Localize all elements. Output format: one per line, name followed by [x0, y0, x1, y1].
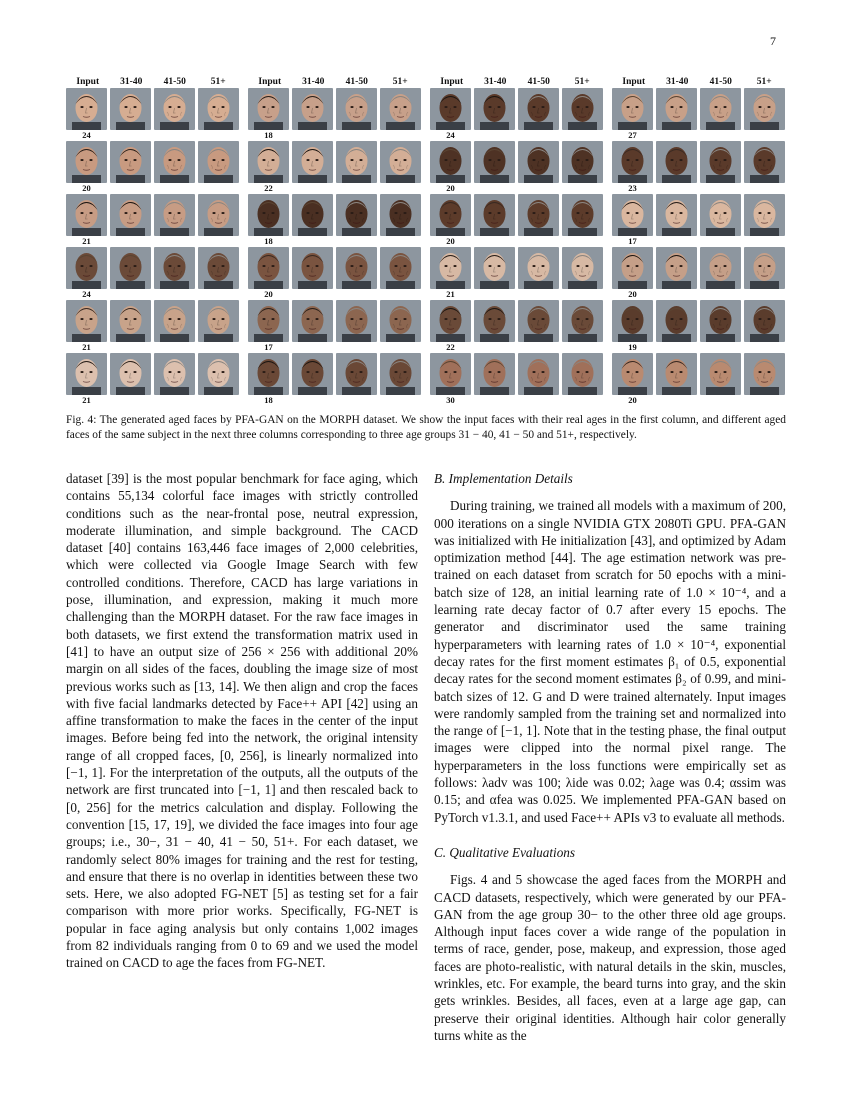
aged-face-image	[110, 141, 151, 183]
section-b-title: B. Implementation Details	[434, 471, 573, 486]
aged-face-image	[656, 300, 697, 342]
aged-face-image	[154, 353, 195, 395]
real-age-label: 24	[82, 130, 91, 140]
aged-face-image	[154, 141, 195, 183]
real-age-label: 22	[446, 342, 455, 352]
real-age-label: 18	[264, 395, 273, 405]
aged-face-image	[474, 247, 515, 289]
aged-face-image	[198, 353, 239, 395]
column-header: Input	[258, 77, 282, 87]
aged-face-image	[380, 353, 421, 395]
column-header: 51+	[210, 77, 226, 87]
real-age-label: 18	[264, 236, 273, 246]
aged-face-image	[562, 300, 603, 342]
real-age-label: 21	[82, 395, 91, 405]
aged-face-image	[562, 247, 603, 289]
aged-face-image	[336, 300, 377, 342]
input-face-image	[430, 247, 471, 289]
aged-face-image	[518, 300, 559, 342]
aged-face-image	[700, 300, 741, 342]
input-face-image	[248, 300, 289, 342]
right-column	[434, 470, 786, 1044]
input-face-image	[430, 194, 471, 236]
aged-face-image	[292, 88, 333, 130]
aged-face-image	[744, 300, 785, 342]
left-column	[66, 470, 418, 972]
input-face-image	[66, 141, 107, 183]
aged-face-image	[336, 247, 377, 289]
input-face-image	[248, 194, 289, 236]
aged-face-image	[198, 247, 239, 289]
column-header: 51+	[392, 77, 408, 87]
aged-face-image	[700, 141, 741, 183]
column-header: Input	[76, 77, 100, 87]
aged-face-image	[562, 353, 603, 395]
aged-face-image	[154, 88, 195, 130]
aged-face-image	[380, 194, 421, 236]
aged-face-image	[380, 88, 421, 130]
column-header: 31-40	[484, 77, 507, 87]
aged-face-image	[336, 88, 377, 130]
input-face-image	[66, 194, 107, 236]
aged-face-image	[700, 247, 741, 289]
aged-face-image	[198, 88, 239, 130]
aged-face-image	[154, 300, 195, 342]
aged-face-image	[700, 88, 741, 130]
aged-face-image	[292, 194, 333, 236]
aged-face-image	[518, 247, 559, 289]
figure-block	[66, 76, 240, 406]
real-age-label: 21	[446, 289, 455, 299]
aged-face-image	[518, 141, 559, 183]
figure-face-grid	[66, 76, 786, 406]
aged-face-image	[518, 194, 559, 236]
column-header: 51+	[574, 77, 590, 87]
column-header: 41-50	[345, 77, 368, 87]
aged-face-image	[474, 300, 515, 342]
aged-face-image	[198, 194, 239, 236]
aged-face-image	[656, 247, 697, 289]
input-face-image	[430, 353, 471, 395]
real-age-label: 20	[446, 236, 455, 246]
input-face-image	[430, 300, 471, 342]
aged-face-image	[656, 194, 697, 236]
aged-face-image	[562, 141, 603, 183]
aged-face-image	[518, 353, 559, 395]
column-header: 31-40	[120, 77, 143, 87]
real-age-label: 21	[82, 236, 91, 246]
aged-face-image	[656, 88, 697, 130]
aged-face-image	[110, 88, 151, 130]
real-age-label: 27	[628, 130, 637, 140]
section-b-text: During training, we trained all models with a maximum of 200, 000 iterations on a single NVIDIA GTX 2080Ti GPU. PFA-GAN was initialized with He initialization [43], and optimized by Adam optimization method [44]. The age estimation network was pre-trained on each dataset from scratch for 50 epochs with a mini-batch size of 128, an initial learning rate of 1.0 × 10⁻⁴, and a learning rate decay factor of 0.7 after every 15 epochs. The generator and discriminator used the same training hyperparameters with learning rates of 1.0 × 10⁻⁴, exponential decay rates for the first moment estimates β₁ of 0.5, exponential decay rates for the second moment estimates β₂ of 0.99, and mini-batch sizes of 12. G and D were trained alternately. Input images were randomly sampled from the training set and normalized into the range of [−1, 1]. Note that in the testing phase, the final output images were clipped into the normal pixel range. The hyperparameters in the loss functions were empirically set as follows: λadv was 100; λide was 0.02; λage was 0.4; αssim was 0.15; and αfea was 0.025. We implemented PFA-GAN based on PyTorch v1.3.1, and used Face++ APIs v3 to evaluate all methods.	[434, 498, 786, 825]
input-face-image	[66, 353, 107, 395]
real-age-label: 17	[628, 236, 637, 246]
column-header: Input	[622, 77, 646, 87]
input-face-image	[612, 88, 653, 130]
aged-face-image	[474, 194, 515, 236]
input-face-image	[248, 247, 289, 289]
aged-face-image	[700, 194, 741, 236]
aged-face-image	[744, 353, 785, 395]
real-age-label: 20	[628, 395, 637, 405]
aged-face-image	[154, 194, 195, 236]
input-face-image	[66, 88, 107, 130]
real-age-label: 24	[82, 289, 91, 299]
aged-face-image	[700, 353, 741, 395]
aged-face-image	[380, 300, 421, 342]
aged-face-image	[380, 141, 421, 183]
aged-face-image	[154, 247, 195, 289]
real-age-label: 19	[628, 342, 637, 352]
input-face-image	[612, 300, 653, 342]
input-face-image	[612, 247, 653, 289]
figure-block	[430, 76, 604, 406]
real-age-label: 17	[264, 342, 273, 352]
column-header: Input	[440, 77, 464, 87]
real-age-label: 20	[446, 183, 455, 193]
real-age-label: 24	[446, 130, 455, 140]
aged-face-image	[110, 353, 151, 395]
section-c-text: Figs. 4 and 5 showcase the aged faces from the MORPH and CACD datasets, respectively, which were generated by our PFA-GAN from the age group 30− to the other three old age groups. Although input faces cover a wide range of the population in terms of race, gender, pose, makeup, and expression, those aged faces are photo-realistic, with natural details in the skin, muscles, wrinkles, etc. For example, the beard turns into gray, and the skin gets wrinkles. Besides, all faces, even at a large age gap, can preserve their original identities. Although hair color generally turns white as the	[434, 872, 786, 1043]
aged-face-image	[380, 247, 421, 289]
input-face-image	[248, 353, 289, 395]
aged-face-image	[474, 353, 515, 395]
aged-face-image	[474, 141, 515, 183]
aged-face-image	[744, 194, 785, 236]
aged-face-image	[110, 194, 151, 236]
aged-face-image	[744, 88, 785, 130]
left-paragraph: dataset [39] is the most popular benchmark for face aging, which contains 55,134 colorful face images with strictly controlled conditions such as the near-frontal pose, neutral expression, moderate illumination, and simple background. The CACD dataset [40] contains 163,446 face images of 2,000 celebrities, which were collected via Google Image Search with few controlled conditions. Therefore, CACD has large variations in pose, illumination, and expression, making it much more challenging than the MORPH dataset. For the raw face images in both datasets, we first extend the transformation matrix used in [41] to have an output size of 256 × 256 with additional 20% margin on all sides of the faces, doubling the image size of most previous works such as [13, 14]. We then align and crop the faces with five facial landmarks detected by Face++ API [42] using an affine transformation to make the faces in the center of the input images. Before being fed into the network, the original intensity range of all cropped faces, [0, 256], is linearly normalized into [−1, 1]. For the interpretation of the outputs, all the outputs of the network are first truncated into [−1, 1] and then rescaled back to [0, 256] for the metrics calculation and display. Following the convention [15, 17, 19], we divided the face images into four age groups; i.e., 30−, 31 − 40, 41 − 50, 51+. For each dataset, we randomly select 80% images for training and the rest for testing, and ensure that there is no overlap in identities between these two sets. Here, we also adopted FG-NET [5] as testing set for a fair comparison with more prior works. Specifically, FG-NET is popular in face aging analysis but only contains 1,002 images from 82 individuals ranging from 0 to 69 and we used the model trained on CACD to age the faces from FG-NET.	[66, 471, 418, 971]
real-age-label: 20	[82, 183, 91, 193]
input-face-image	[612, 141, 653, 183]
aged-face-image	[292, 141, 333, 183]
aged-face-image	[292, 300, 333, 342]
aged-face-image	[198, 141, 239, 183]
page-number: 7	[770, 34, 776, 48]
aged-face-image	[336, 353, 377, 395]
section-c-title: C. Qualitative Evaluations	[434, 844, 576, 860]
column-header: 41-50	[527, 77, 550, 87]
aged-face-image	[744, 247, 785, 289]
aged-face-image	[292, 353, 333, 395]
input-face-image	[612, 194, 653, 236]
input-face-image	[612, 353, 653, 395]
column-header: 51+	[756, 77, 772, 87]
input-face-image	[248, 88, 289, 130]
aged-face-image	[198, 300, 239, 342]
input-face-image	[66, 247, 107, 289]
aged-face-image	[292, 247, 333, 289]
input-face-image	[430, 141, 471, 183]
aged-face-image	[562, 88, 603, 130]
aged-face-image	[562, 194, 603, 236]
column-header: 41-50	[163, 77, 186, 87]
aged-face-image	[336, 194, 377, 236]
real-age-label: 21	[82, 342, 91, 352]
column-header: 41-50	[709, 77, 732, 87]
real-age-label: 22	[264, 183, 273, 193]
real-age-label: 30	[446, 395, 455, 405]
input-face-image	[248, 141, 289, 183]
input-face-image	[430, 88, 471, 130]
aged-face-image	[656, 141, 697, 183]
aged-face-image	[518, 88, 559, 130]
aged-face-image	[336, 141, 377, 183]
aged-face-image	[110, 300, 151, 342]
column-header: 31-40	[302, 77, 325, 87]
figure-caption: Fig. 4: The generated aged faces by PFA-GAN on the MORPH dataset. We show the input faces with their real ages in the first column, and different aged faces of the same subject in the next three columns corresponding to three age groups 31 − 40, 41 − 50 and 51+, respectively.	[66, 414, 786, 441]
input-face-image	[66, 300, 107, 342]
real-age-label: 20	[628, 289, 637, 299]
column-header: 31-40	[666, 77, 689, 87]
figure-block	[612, 76, 786, 406]
aged-face-image	[474, 88, 515, 130]
figure-block	[248, 76, 422, 406]
aged-face-image	[656, 353, 697, 395]
aged-face-image	[110, 247, 151, 289]
aged-face-image	[744, 141, 785, 183]
real-age-label: 23	[628, 183, 637, 193]
real-age-label: 18	[264, 130, 273, 140]
real-age-label: 20	[264, 289, 273, 299]
